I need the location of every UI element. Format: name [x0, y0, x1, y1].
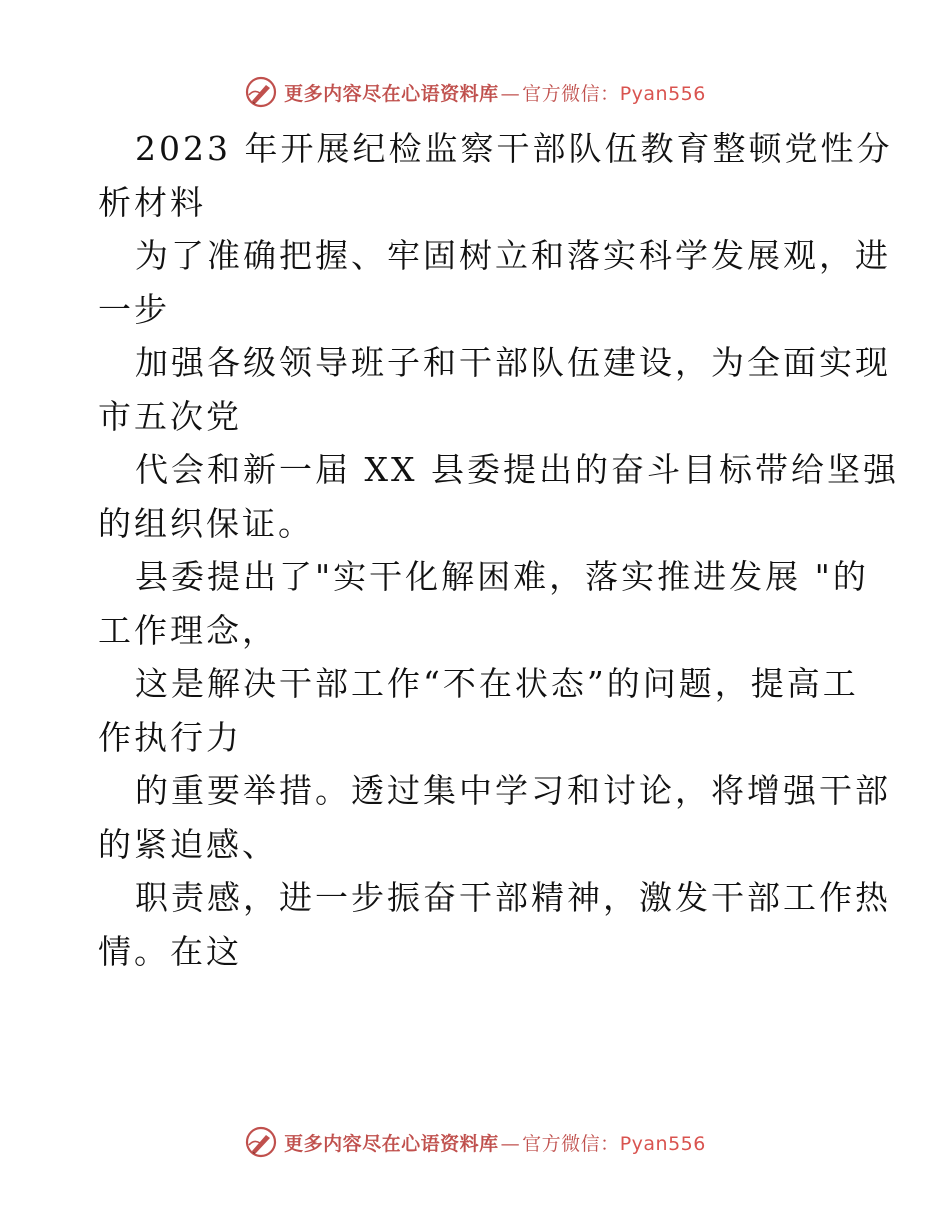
text-line: 的紧迫感、 — [98, 824, 278, 864]
document-body — [98, 122, 899, 978]
text-line: 一步 — [98, 289, 170, 329]
text-line: 的组织保证。 — [98, 503, 314, 543]
pen-logo-icon — [244, 1125, 278, 1159]
watermark-separator: — — [500, 1132, 521, 1155]
text-line: 这是解决干部工作“不在状态”的问题，提高工 — [135, 664, 859, 703]
watermark-main-text: 更多内容尽在心语资料库 — [284, 1132, 499, 1155]
watermark-wechat-label: 官方微信： — [522, 82, 620, 105]
watermark-text — [284, 79, 706, 106]
text-line: 的重要举措。透过集中学习和讨论，将增强干部 — [135, 771, 891, 810]
footer-watermark — [0, 1122, 950, 1162]
text-line: 作执行力 — [98, 717, 242, 757]
text-line: 加强各级领导班子和干部队伍建设，为全面实现 — [135, 343, 891, 382]
watermark-wechat-label: 官方微信： — [522, 1132, 620, 1155]
text-line: 代会和新一届 XX 县委提出的奋斗目标带给坚强 — [135, 450, 899, 489]
pen-logo-icon — [244, 75, 278, 109]
text-line: 县委提出了"实干化解困难，落实推进发展 "的 — [135, 557, 869, 596]
watermark-wechat-id: Pyan556 — [619, 1132, 706, 1155]
text-line: 工作理念， — [98, 610, 278, 650]
text-line: 析材料 — [98, 182, 206, 222]
watermark-text — [284, 1129, 706, 1156]
watermark-separator: — — [500, 82, 521, 105]
text-line: 2023 年开展纪检监察干部队伍教育整顿党性分 — [135, 129, 893, 168]
header-watermark — [0, 72, 950, 112]
watermark-main-text: 更多内容尽在心语资料库 — [284, 82, 499, 105]
text-line: 情。在这 — [98, 931, 242, 971]
watermark-wechat-id: Pyan556 — [619, 82, 706, 105]
text-line: 职责感，进一步振奋干部精神，激发干部工作热 — [135, 878, 891, 917]
text-line: 市五次党 — [98, 396, 242, 436]
text-line: 为了准确把握、牢固树立和落实科学发展观，进 — [135, 236, 891, 275]
